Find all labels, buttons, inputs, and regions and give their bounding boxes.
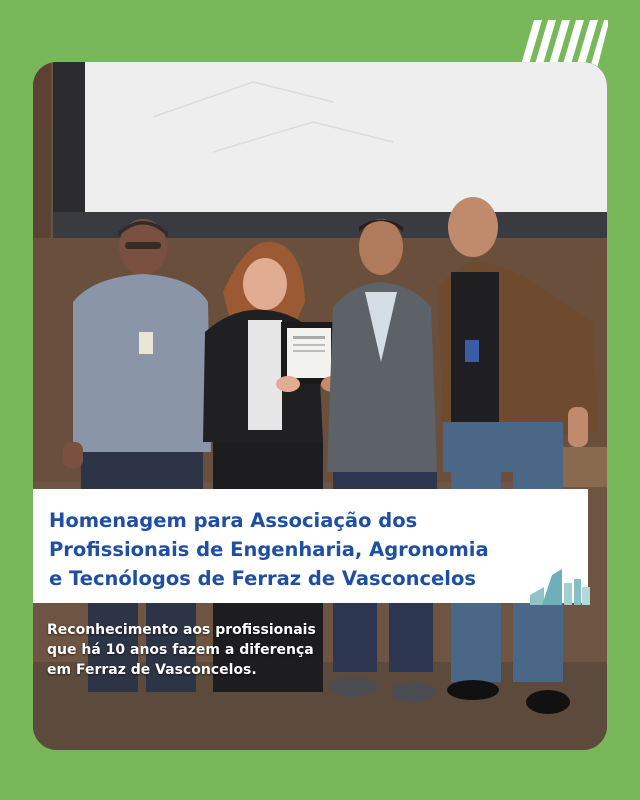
- subtitle-line-3: em Ferraz de Vasconcelos.: [47, 662, 257, 678]
- subtitle-line-1: Reconhecimento aos profissionais: [47, 622, 316, 638]
- headline-box: [33, 489, 588, 603]
- headline-line-1: Homenagem para Associação dos: [49, 509, 418, 532]
- headline-line-3: e Tecnólogos de Ferraz de Vasconcelos: [49, 567, 476, 590]
- subtitle: [47, 620, 347, 680]
- headline-line-2: Profissionais de Engenharia, Agronomia: [49, 538, 489, 561]
- city-skyline-icon: [530, 565, 590, 605]
- subtitle-line-2: que há 10 anos fazem a diferença: [47, 642, 314, 658]
